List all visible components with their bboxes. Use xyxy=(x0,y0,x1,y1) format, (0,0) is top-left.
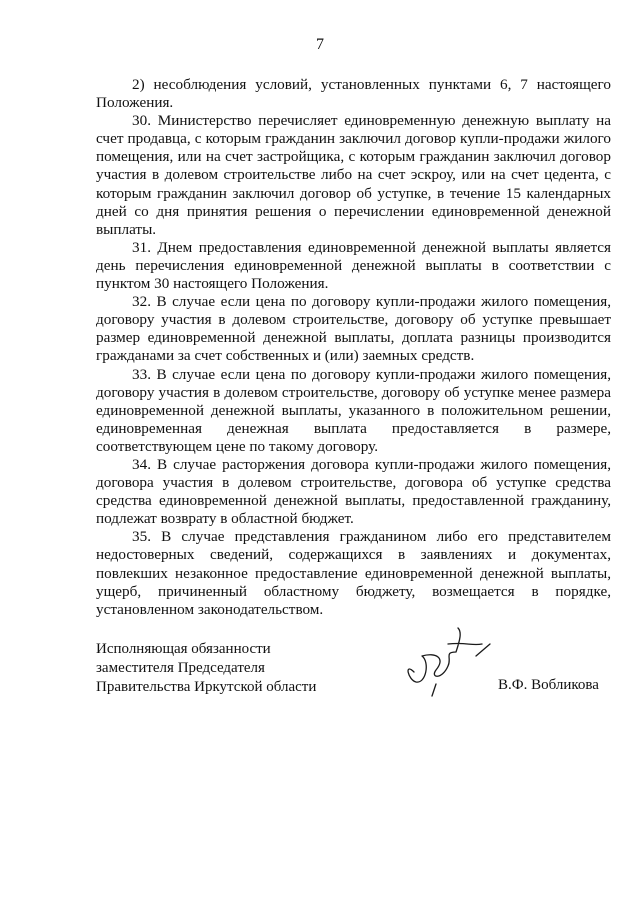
paragraph-31: 31. Днем предоставления единовременной денежной выплаты является день перечисления единовременной денежной выплаты в соответствии с пунктом 30 настоящего Положения. xyxy=(96,238,611,293)
paragraph-33: 33. В случае если цена по договору купли-продажи жилого помещения, договору участия в долевом строительстве, договору об уступке менее размера единовременной денежной выплаты, указанного в положительном решении, единовременная денежная выплата предоставляется в размере, соответствующем цене по такому договору. xyxy=(96,365,611,455)
paragraph-34: 34. В случае расторжения договора купли-продажи жилого помещения, договора участия в долевом строительстве, договора об уступке средства средства единовременной денежной выплаты, предоставленной гражданину, подлежат возврату в областной бюджет. xyxy=(96,455,611,528)
signatory-position-line: Правительства Иркутской области xyxy=(96,679,317,695)
signatory-position-line: заместителя Председателя xyxy=(96,660,265,676)
paragraph-35: 35. В случае представления гражданином либо его представителем недостоверных сведений, содержащихся в заявлениях и документах, повлекших незаконное предоставление единовременной денежной выплаты, ущерб, причиненный областному бюджету, возмещается в порядке, установленном законодательством. xyxy=(96,528,611,618)
signatory-position xyxy=(96,640,316,697)
signatory-name: В.Ф. Вобликова xyxy=(498,677,599,693)
document-body xyxy=(96,76,611,619)
paragraph-29-item-2: 2) несоблюдения условий, установленных пунктами 6, 7 настоящего Положения. xyxy=(96,76,611,112)
signatory-position-line: Исполняющая обязанности xyxy=(96,641,271,657)
page-number: 7 xyxy=(316,36,324,53)
signature-block xyxy=(96,640,616,700)
paragraph-32: 32. В случае если цена по договору купли-продажи жилого помещения, договору участия в долевом строительстве, договору об уступке превышает размер единовременной денежной выплаты, доплата разницы производится гражданами за счет собственных и (или) заемных средств. xyxy=(96,293,611,365)
handwritten-signature xyxy=(386,622,506,702)
paragraph-30: 30. Министерство перечисляет единовременную денежную выплату на счет продавца, с которым гражданин заключил договор купли-продажи жилого помещения, или на счет застройщика, с которым гражданин заключил договор участия в долевом строительстве либо на счет эскроу, или на счет цедента, с которым гражданин заключил договор об уступке, в течение 15 календарных дней со дня принятия решения о перечислении единовременной денежной выплаты. xyxy=(96,112,611,238)
